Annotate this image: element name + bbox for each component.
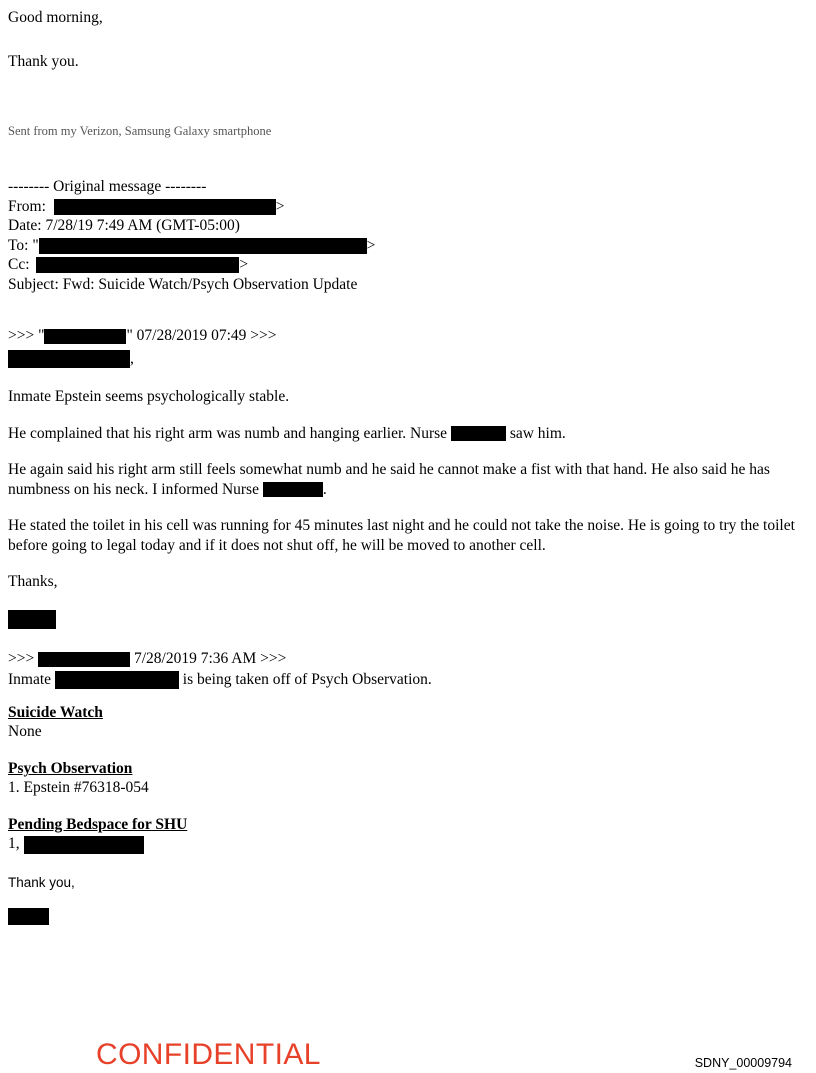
redaction-to	[39, 238, 367, 254]
section-line-suicide-watch: None	[8, 723, 42, 741]
section-heading-psych-observation: Psych Observation	[8, 760, 133, 778]
redaction-signature-2	[8, 908, 49, 925]
salutation-line	[8, 349, 800, 369]
paragraph-3-after: .	[322, 480, 327, 498]
quote-suffix-1: " 07/28/2019 07:49 >>>	[126, 327, 277, 344]
header-from	[8, 197, 800, 217]
body-paragraph-4: He stated the toilet in his cell was running for 45 minutes last night and he could not take the noise. He is going to try the toilet before going to legal today and if it does not shut off, he will be moved to another cell.	[8, 517, 795, 554]
thanks-text: Thanks,	[8, 573, 58, 590]
redaction-nurse-1	[451, 426, 506, 441]
date-label: Date:	[8, 217, 42, 234]
cc-label: Cc:	[8, 256, 30, 273]
document-body	[8, 8, 800, 925]
bates-number: SDNY_00009794	[694, 1056, 792, 1070]
redaction-from	[54, 199, 276, 215]
section-line-pending-bedspace	[8, 834, 800, 853]
cc-suffix: >	[239, 256, 249, 273]
header-subject	[8, 275, 800, 295]
redaction-quote-author-2	[38, 652, 130, 667]
redaction-inmate-name	[55, 671, 179, 689]
from-label: From:	[8, 197, 46, 215]
to-label: To: "	[8, 236, 39, 254]
to-suffix: >	[366, 236, 376, 254]
redaction-salutation	[8, 350, 130, 368]
inmate-suffix: is being taken off of Psych Observation.	[182, 670, 432, 688]
quote-prefix-2: >>>	[8, 650, 35, 668]
quote-header-2	[8, 649, 800, 669]
section-heading-suicide-watch: Suicide Watch	[8, 704, 103, 722]
date-value: 7/28/19 7:49 AM (GMT-05:00)	[45, 217, 240, 234]
body-paragraph-1: Inmate Epstein seems psychologically stable.	[8, 388, 290, 405]
inmate-status-line	[8, 670, 800, 690]
signature-redaction-line-2	[8, 906, 800, 926]
header-cc	[8, 255, 800, 275]
greeting-text: Good morning,	[8, 9, 103, 26]
confidential-stamp: CONFIDENTIAL	[96, 1038, 321, 1071]
original-message-divider: -------- Original message --------	[8, 178, 207, 195]
body-paragraph-2	[8, 424, 800, 444]
redaction-nurse-2	[263, 482, 323, 497]
body-paragraph-3	[8, 460, 800, 499]
quote-prefix-1: >>> "	[8, 327, 45, 344]
salutation-comma: ,	[130, 349, 134, 367]
header-date	[8, 216, 800, 236]
paragraph-2-after: saw him.	[509, 424, 566, 442]
redaction-cc	[36, 257, 239, 273]
mobile-signature-text: Sent from my Verizon, Samsung Galaxy smartphone	[8, 124, 272, 138]
signature-redaction-line	[8, 610, 800, 630]
thank-you-top-text: Thank you.	[8, 52, 79, 70]
section-line-psych-observation: 1. Epstein #76318-054	[8, 779, 149, 797]
paragraph-3-before: He again said his right arm still feels somewhat numb and he said he cannot make a fist with that hand. He also said he has numbness on his neck. I informed Nurse	[8, 461, 770, 498]
quote-header-1	[8, 326, 800, 346]
paragraph-2-before: He complained that his right arm was numb and hanging earlier. Nurse	[8, 424, 448, 442]
inmate-prefix: Inmate	[8, 670, 52, 688]
quote-date-2: 7/28/2019 7:36 AM >>>	[133, 650, 287, 668]
subject-value: Fwd: Suicide Watch/Psych Observation Update	[62, 275, 358, 293]
closing-text: Thank you,	[8, 874, 75, 890]
redaction-quote-author-1	[44, 329, 126, 344]
from-suffix: >	[275, 197, 285, 215]
pending-bedspace-number: 1,	[8, 835, 20, 853]
section-heading-pending-bedspace: Pending Bedspace for SHU	[8, 816, 188, 834]
redaction-signature-1	[8, 610, 56, 629]
redaction-bedspace-name	[24, 836, 144, 854]
subject-label: Subject:	[8, 275, 59, 293]
header-to	[8, 236, 800, 256]
